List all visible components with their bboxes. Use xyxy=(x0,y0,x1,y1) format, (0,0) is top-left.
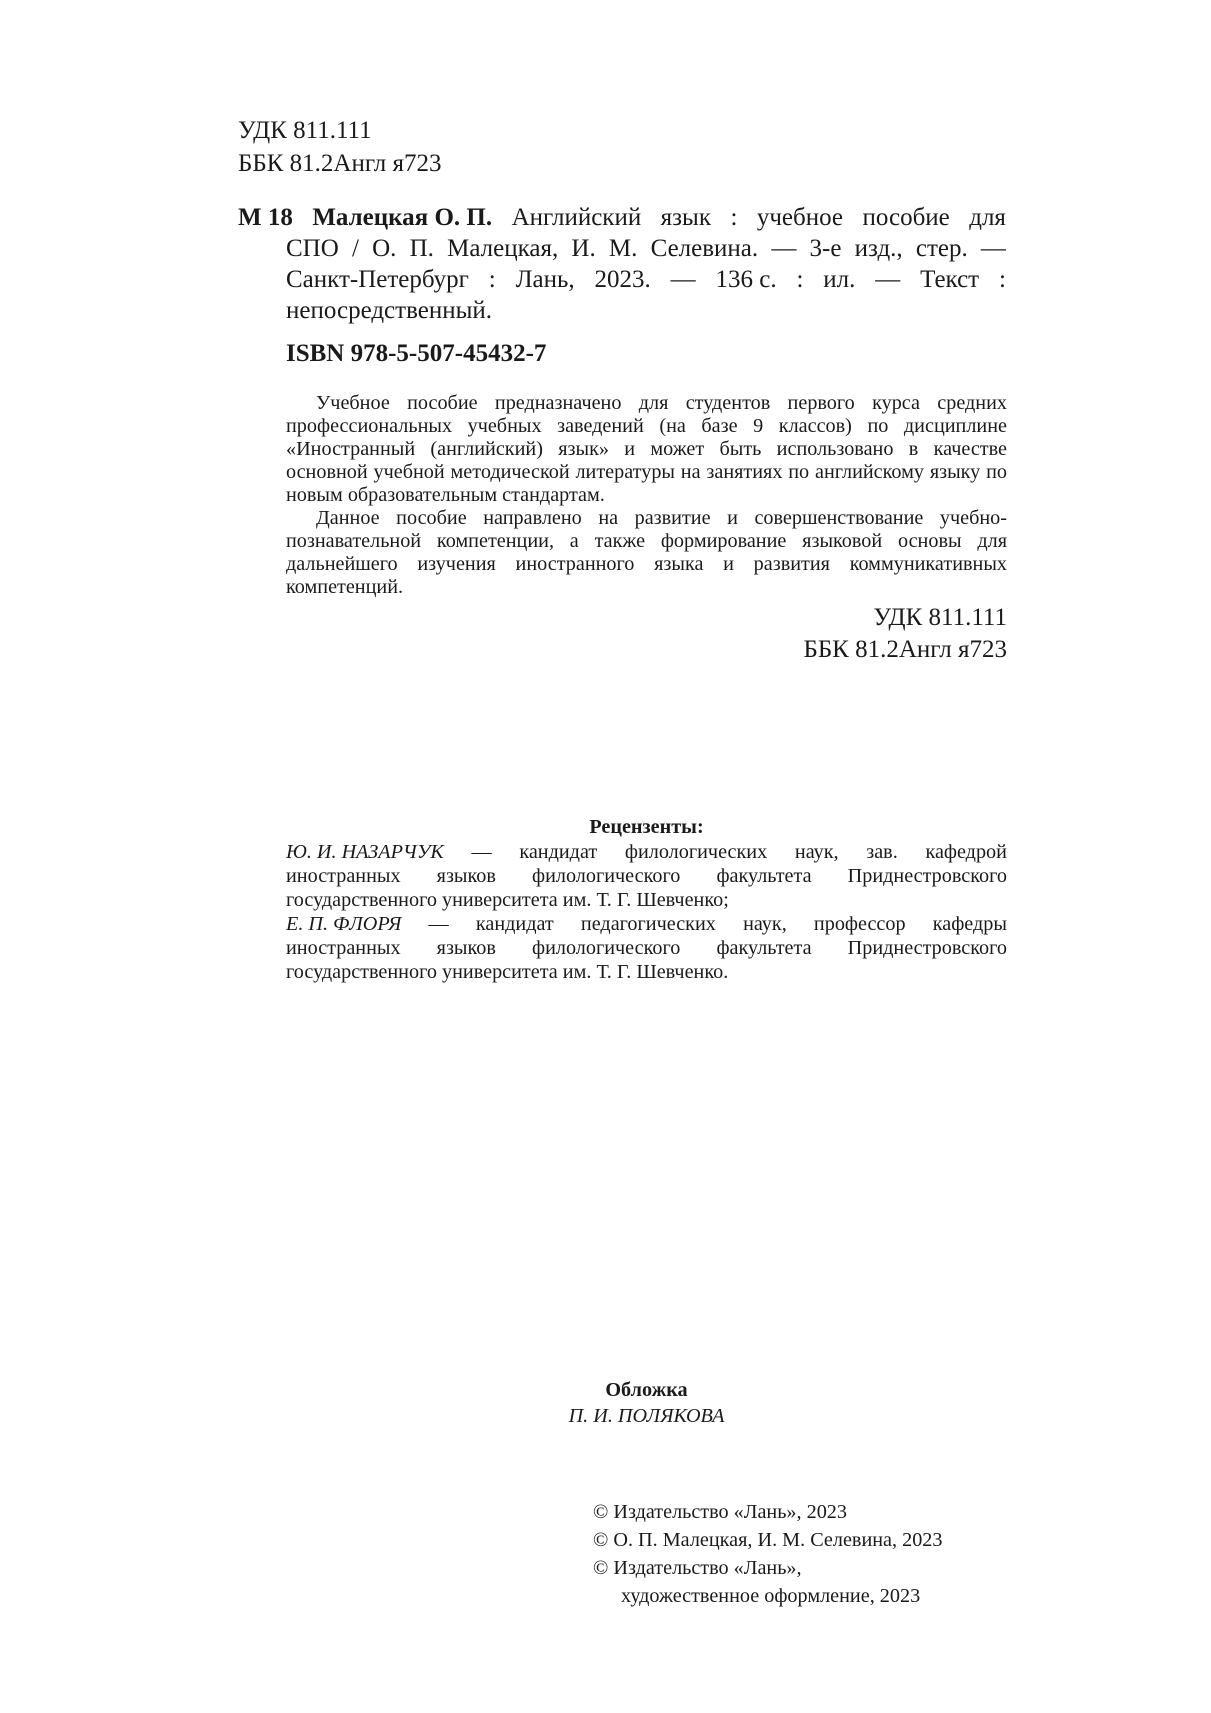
reviewer-1-line-3 xyxy=(286,888,1007,912)
reviewer-word: наук, xyxy=(794,841,839,863)
biblio-word: : xyxy=(796,266,804,293)
annotation-line: познавательной компетенции, а также формирование языковой основы xyxy=(286,530,962,552)
biblio-word: : xyxy=(998,266,1006,293)
biblio-word: — xyxy=(875,266,901,293)
annotation-line: коммуникативных компетенций. xyxy=(286,553,1007,598)
copyright-line: художественное оформление, 2023 xyxy=(621,1585,921,1607)
reviewer-word: факультета xyxy=(716,865,812,887)
reviewer-word: филологических xyxy=(624,841,768,863)
reviewer-word: иностранных xyxy=(286,937,401,959)
copyright-line: © Издательство «Лань», 2023 xyxy=(593,1501,847,1523)
annotation-paragraph-1 xyxy=(286,392,1007,507)
copyright-block xyxy=(593,1498,943,1610)
annotation xyxy=(286,392,1007,599)
copyright-line: © О. П. Малецкая, И. М. Селевина, 2023 xyxy=(593,1529,943,1551)
biblio-word: изд., xyxy=(854,235,903,262)
annotation-paragraph-2 xyxy=(286,507,1007,599)
reviewer-word: Приднестровского xyxy=(847,865,1007,887)
bbk-code: ББК 81.2Англ я723 xyxy=(238,150,442,177)
reviewer-text: государственного университета им. Т. Г. Шевченко; xyxy=(286,889,729,911)
reviewer-word: языков xyxy=(436,865,496,887)
biblio-word: Английский xyxy=(511,204,642,231)
biblio-word: Текст xyxy=(920,266,980,293)
reviewer-word: филологического xyxy=(531,937,681,959)
isbn: ISBN 978-5-507-45432-7 xyxy=(286,340,547,367)
biblio-word: Малецкая, xyxy=(447,235,559,262)
classification-top xyxy=(238,114,442,180)
reviewer-2-line-1 xyxy=(286,912,1007,936)
cover-title: Обложка xyxy=(605,1379,688,1401)
bbk-code: ББК 81.2Англ я723 xyxy=(803,636,1007,663)
annotation-line: качестве основной учебной методической литературы на занятиях по xyxy=(286,438,1008,483)
reviewer-2-line-3 xyxy=(286,960,1007,984)
reviewer-word: педагогических xyxy=(580,913,716,935)
reviewer-word: иностранных xyxy=(286,865,401,887)
biblio-word: П. xyxy=(409,235,434,262)
annotation-line: «Иностранный (английский) язык» и может быть использовано в xyxy=(286,438,919,460)
annotation-line: английскому языку по новым образовательным стандартам. xyxy=(286,461,1007,506)
cover-designer: П. И. ПОЛЯКОВА xyxy=(568,1405,725,1427)
biblio-word: 3-е xyxy=(809,235,842,262)
author-sign: М 18 xyxy=(238,204,293,231)
reviewer-word: кафедрой xyxy=(925,841,1007,863)
reviewer-word: Приднестровского xyxy=(847,937,1007,959)
biblio-line-4 xyxy=(238,295,1006,326)
biblio-word: 136 с. xyxy=(715,266,777,293)
classification-bottom xyxy=(803,602,1007,666)
reviewer-word: языков xyxy=(436,937,496,959)
biblio-word: учебное xyxy=(756,204,844,231)
biblio-word: — xyxy=(980,235,1006,262)
biblio-word: СПО xyxy=(286,235,339,262)
biblio-word: — xyxy=(771,235,797,262)
biblio-line-3 xyxy=(238,264,1006,295)
bibliographic-record xyxy=(238,202,1006,326)
reviewer-name: Ю. И. НАЗАРЧУК xyxy=(286,841,444,863)
biblio-word: — xyxy=(670,266,696,293)
reviewer-word: зав. xyxy=(866,841,898,863)
author-heading: Малецкая О. П. xyxy=(312,204,493,231)
biblio-word: И. xyxy=(571,235,596,262)
reviewer-word: филологического xyxy=(531,865,681,887)
annotation-line: для дальнейшего изучения иностранного языка и развития xyxy=(286,530,1007,575)
annotation-line: Данное пособие направлено на развитие и совершенствование учебно- xyxy=(316,507,1007,529)
reviewer-word: — xyxy=(428,913,449,935)
biblio-word: пособие xyxy=(862,204,950,231)
biblio-word: М. xyxy=(608,235,638,262)
reviewer-word: — xyxy=(471,841,492,863)
reviewers-title: Рецензенты: xyxy=(589,816,704,838)
reviewer-word: факультета xyxy=(716,937,812,959)
biblio-word: : xyxy=(730,204,738,231)
annotation-line: профессиональных учебных заведений (на базе 9 классов) по дисциплине xyxy=(286,415,1007,437)
reviewer-word: кафедры xyxy=(932,913,1007,935)
reviewer-word: профессор xyxy=(813,913,906,935)
reviewer-text: государственного университета им. Т. Г. Шевченко. xyxy=(286,961,729,983)
annotation-line: Учебное пособие предназначено для студентов первого курса средних xyxy=(316,392,1007,414)
biblio-word: непосредственный. xyxy=(286,297,493,324)
biblio-word: / xyxy=(351,235,359,262)
reviewer-1-line-2 xyxy=(286,864,1007,888)
reviewers-list xyxy=(286,840,1007,984)
biblio-word: язык xyxy=(660,204,711,231)
biblio-word: О. xyxy=(372,235,397,262)
biblio-word: для xyxy=(969,204,1006,231)
biblio-word: 2023. xyxy=(594,266,651,293)
reviewer-2-line-2 xyxy=(286,936,1007,960)
biblio-line-2 xyxy=(238,233,1006,264)
reviewer-1-line-1 xyxy=(286,840,1007,864)
udk-code: УДК 811.111 xyxy=(238,117,372,144)
udk-code: УДК 811.111 xyxy=(873,604,1007,631)
biblio-word: Санкт-Петербург xyxy=(286,266,469,293)
copyright-line: © Издательство «Лань», xyxy=(593,1557,802,1579)
biblio-word: ил. xyxy=(823,266,856,293)
biblio-word: : xyxy=(488,266,496,293)
biblio-word: стер. xyxy=(915,235,968,262)
biblio-word: Лань, xyxy=(515,266,575,293)
biblio-word: Селевина. xyxy=(650,235,759,262)
reviewer-word: наук, xyxy=(743,913,787,935)
biblio-line-1 xyxy=(238,202,1006,233)
reviewer-name: Е. П. ФЛОРЯ xyxy=(286,913,402,935)
reviewer-word: кандидат xyxy=(475,913,554,935)
reviewer-word: кандидат xyxy=(519,841,598,863)
